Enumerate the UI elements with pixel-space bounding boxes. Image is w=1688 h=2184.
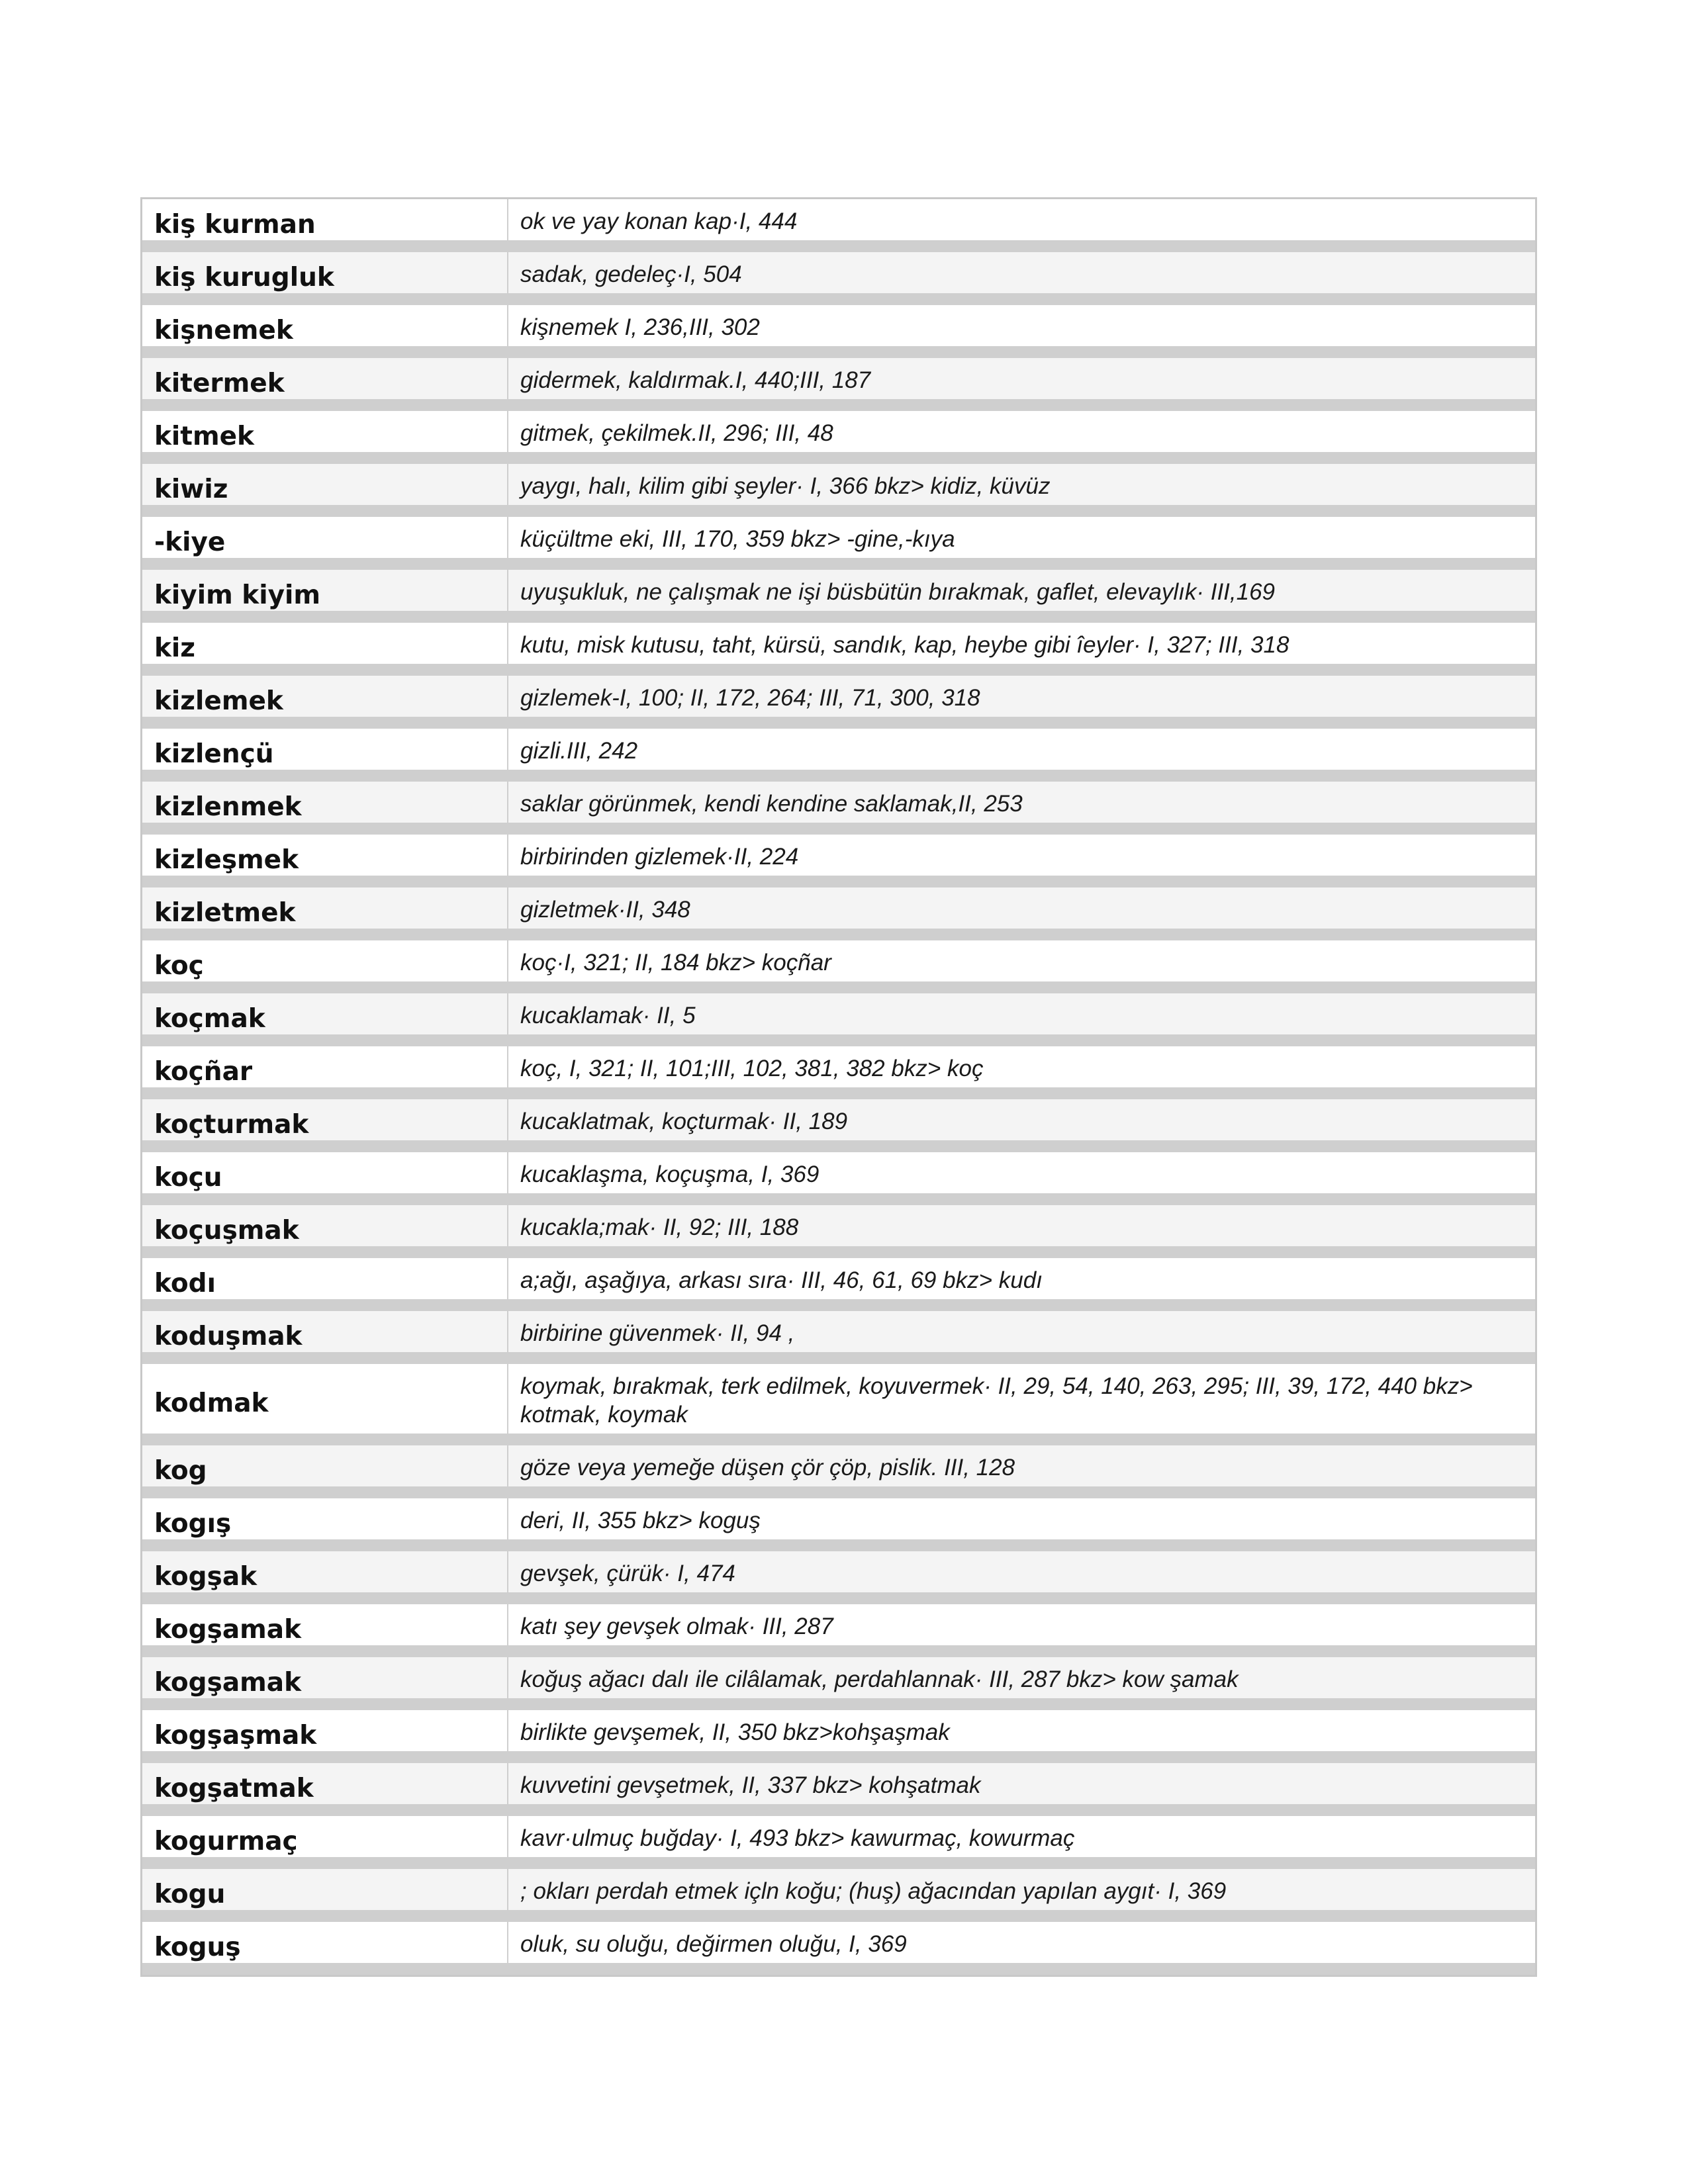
table-row bbox=[142, 1311, 1535, 1364]
entry-definition: birlikte gevşemek, II, 350 bkz>kohşaşmak bbox=[508, 1710, 1535, 1751]
table-row bbox=[142, 623, 1535, 676]
table-row bbox=[142, 199, 1535, 252]
entry-term: kogşatmak bbox=[142, 1763, 508, 1804]
entry-definition: koç, I, 321; II, 101;III, 102, 381, 382 bkz> koç bbox=[508, 1046, 1535, 1087]
entry-definition: a;ağı, aşağıya, arkası sıra· III, 46, 61, 69 bkz> kudı bbox=[508, 1258, 1535, 1299]
entry-definition: sadak, gedeleç·I, 504 bbox=[508, 252, 1535, 293]
entry-term: koçmak bbox=[142, 993, 508, 1034]
entry-definition: gizli.III, 242 bbox=[508, 729, 1535, 770]
entry-term: kiş kurugluk bbox=[142, 252, 508, 293]
table-row bbox=[142, 305, 1535, 358]
entry-term: koçuşmak bbox=[142, 1205, 508, 1246]
entry-term: kitermek bbox=[142, 358, 508, 399]
table-row bbox=[142, 940, 1535, 993]
table-row bbox=[142, 1816, 1535, 1869]
table-row bbox=[142, 464, 1535, 517]
entry-term: kiwiz bbox=[142, 464, 508, 505]
entry-definition: katı şey gevşek olmak· III, 287 bbox=[508, 1604, 1535, 1645]
entry-term: kogşamak bbox=[142, 1604, 508, 1645]
entry-term: kodı bbox=[142, 1258, 508, 1299]
entry-term: kitmek bbox=[142, 411, 508, 452]
table-row bbox=[142, 411, 1535, 464]
table-row bbox=[142, 1099, 1535, 1152]
table-row bbox=[142, 1364, 1535, 1445]
entry-definition: gevşek, çürük· I, 474 bbox=[508, 1551, 1535, 1592]
entry-term: kog bbox=[142, 1445, 508, 1486]
entry-term: kiz bbox=[142, 623, 508, 664]
entry-definition: gizlemek-I, 100; II, 172, 264; III, 71, 300, 318 bbox=[508, 676, 1535, 717]
entry-definition: koğuş ağacı dalı ile cilâlamak, perdahlannak· III, 287 bkz> kow şamak bbox=[508, 1657, 1535, 1698]
entry-definition: gidermek, kaldırmak.I, 440;III, 187 bbox=[508, 358, 1535, 399]
entry-definition: birbirine güvenmek· II, 94 , bbox=[508, 1311, 1535, 1352]
table-row bbox=[142, 1763, 1535, 1816]
entry-term: kiyim kiyim bbox=[142, 570, 508, 611]
entry-definition: oluk, su oluğu, değirmen oluğu, I, 369 bbox=[508, 1922, 1535, 1963]
entry-term: kizlemek bbox=[142, 676, 508, 717]
table-row bbox=[142, 1869, 1535, 1922]
entry-definition: kucakla;mak· II, 92; III, 188 bbox=[508, 1205, 1535, 1246]
entry-term: kogış bbox=[142, 1498, 508, 1539]
entry-definition: küçültme eki, III, 170, 359 bkz> -gine,-kıya bbox=[508, 517, 1535, 558]
table-row bbox=[142, 993, 1535, 1046]
entry-term: kizletmek bbox=[142, 887, 508, 929]
table-row bbox=[142, 570, 1535, 623]
table-row bbox=[142, 1657, 1535, 1710]
table-row bbox=[142, 1498, 1535, 1551]
entry-definition: uyuşukluk, ne çalışmak ne işi büsbütün bırakmak, gaflet, elevaylık· III,169 bbox=[508, 570, 1535, 611]
entry-term: kiş kurman bbox=[142, 199, 508, 240]
entry-term: kogşamak bbox=[142, 1657, 508, 1698]
entry-term: kodmak bbox=[142, 1364, 508, 1433]
entry-term: kogşaşmak bbox=[142, 1710, 508, 1751]
table-row bbox=[142, 1152, 1535, 1205]
entry-term: kogu bbox=[142, 1869, 508, 1910]
entry-definition: ; okları perdah etmek içln koğu; (huş) ağacından yapılan aygıt· I, 369 bbox=[508, 1869, 1535, 1910]
entry-definition: ok ve yay konan kap·I, 444 bbox=[508, 199, 1535, 240]
entry-term: kizlenmek bbox=[142, 782, 508, 823]
entry-definition: kavr·ulmuç buğday· I, 493 bkz> kawurmaç, kowurmaç bbox=[508, 1816, 1535, 1857]
entry-definition: koymak, bırakmak, terk edilmek, koyuvermek· II, 29, 54, 140, 263, 295; III, 39, 172, 440 bkz> kotmak, koymak bbox=[508, 1364, 1535, 1433]
entry-definition: kutu, misk kutusu, taht, kürsü, sandık, kap, heybe gibi îeyler· I, 327; III, 318 bbox=[508, 623, 1535, 664]
entry-definition: koç·I, 321; II, 184 bkz> koçñar bbox=[508, 940, 1535, 981]
entry-term: koçturmak bbox=[142, 1099, 508, 1140]
entry-term: koçu bbox=[142, 1152, 508, 1193]
entry-term: kizlençü bbox=[142, 729, 508, 770]
entry-term: -kiye bbox=[142, 517, 508, 558]
entry-definition: göze veya yemeğe düşen çör çöp, pislik. III, 128 bbox=[508, 1445, 1535, 1486]
table-row bbox=[142, 1258, 1535, 1311]
table-row bbox=[142, 358, 1535, 411]
table-row bbox=[142, 1046, 1535, 1099]
dictionary-table bbox=[140, 197, 1537, 1977]
table-row bbox=[142, 676, 1535, 729]
table-row bbox=[142, 887, 1535, 940]
table-row bbox=[142, 729, 1535, 782]
table-row bbox=[142, 1710, 1535, 1763]
table-row bbox=[142, 1551, 1535, 1604]
entry-term: koç bbox=[142, 940, 508, 981]
entry-term: kişnemek bbox=[142, 305, 508, 346]
entry-definition: kişnemek I, 236,III, 302 bbox=[508, 305, 1535, 346]
entry-term: kogurmaç bbox=[142, 1816, 508, 1857]
table-row bbox=[142, 1445, 1535, 1498]
entry-definition: kucaklatmak, koçturmak· II, 189 bbox=[508, 1099, 1535, 1140]
entry-definition: yaygı, halı, kilim gibi şeyler· I, 366 bkz> kidiz, küvüz bbox=[508, 464, 1535, 505]
entry-term: koçñar bbox=[142, 1046, 508, 1087]
entry-definition: saklar görünmek, kendi kendine saklamak,II, 253 bbox=[508, 782, 1535, 823]
entry-definition: deri, II, 355 bkz> koguş bbox=[508, 1498, 1535, 1539]
table-row bbox=[142, 1205, 1535, 1258]
table-row bbox=[142, 782, 1535, 835]
entry-definition: birbirinden gizlemek·II, 224 bbox=[508, 835, 1535, 876]
table-row bbox=[142, 517, 1535, 570]
entry-term: koduşmak bbox=[142, 1311, 508, 1352]
table-row bbox=[142, 1922, 1535, 1975]
table-row bbox=[142, 1604, 1535, 1657]
entry-term: kizleşmek bbox=[142, 835, 508, 876]
entry-definition: kucaklamak· II, 5 bbox=[508, 993, 1535, 1034]
table-row bbox=[142, 835, 1535, 887]
table-row bbox=[142, 252, 1535, 305]
entry-definition: kucaklaşma, koçuşma, I, 369 bbox=[508, 1152, 1535, 1193]
entry-definition: kuvvetini gevşetmek, II, 337 bkz> kohşatmak bbox=[508, 1763, 1535, 1804]
entry-definition: gitmek, çekilmek.II, 296; III, 48 bbox=[508, 411, 1535, 452]
entry-definition: gizletmek·II, 348 bbox=[508, 887, 1535, 929]
entry-term: koguş bbox=[142, 1922, 508, 1963]
entry-term: kogşak bbox=[142, 1551, 508, 1592]
